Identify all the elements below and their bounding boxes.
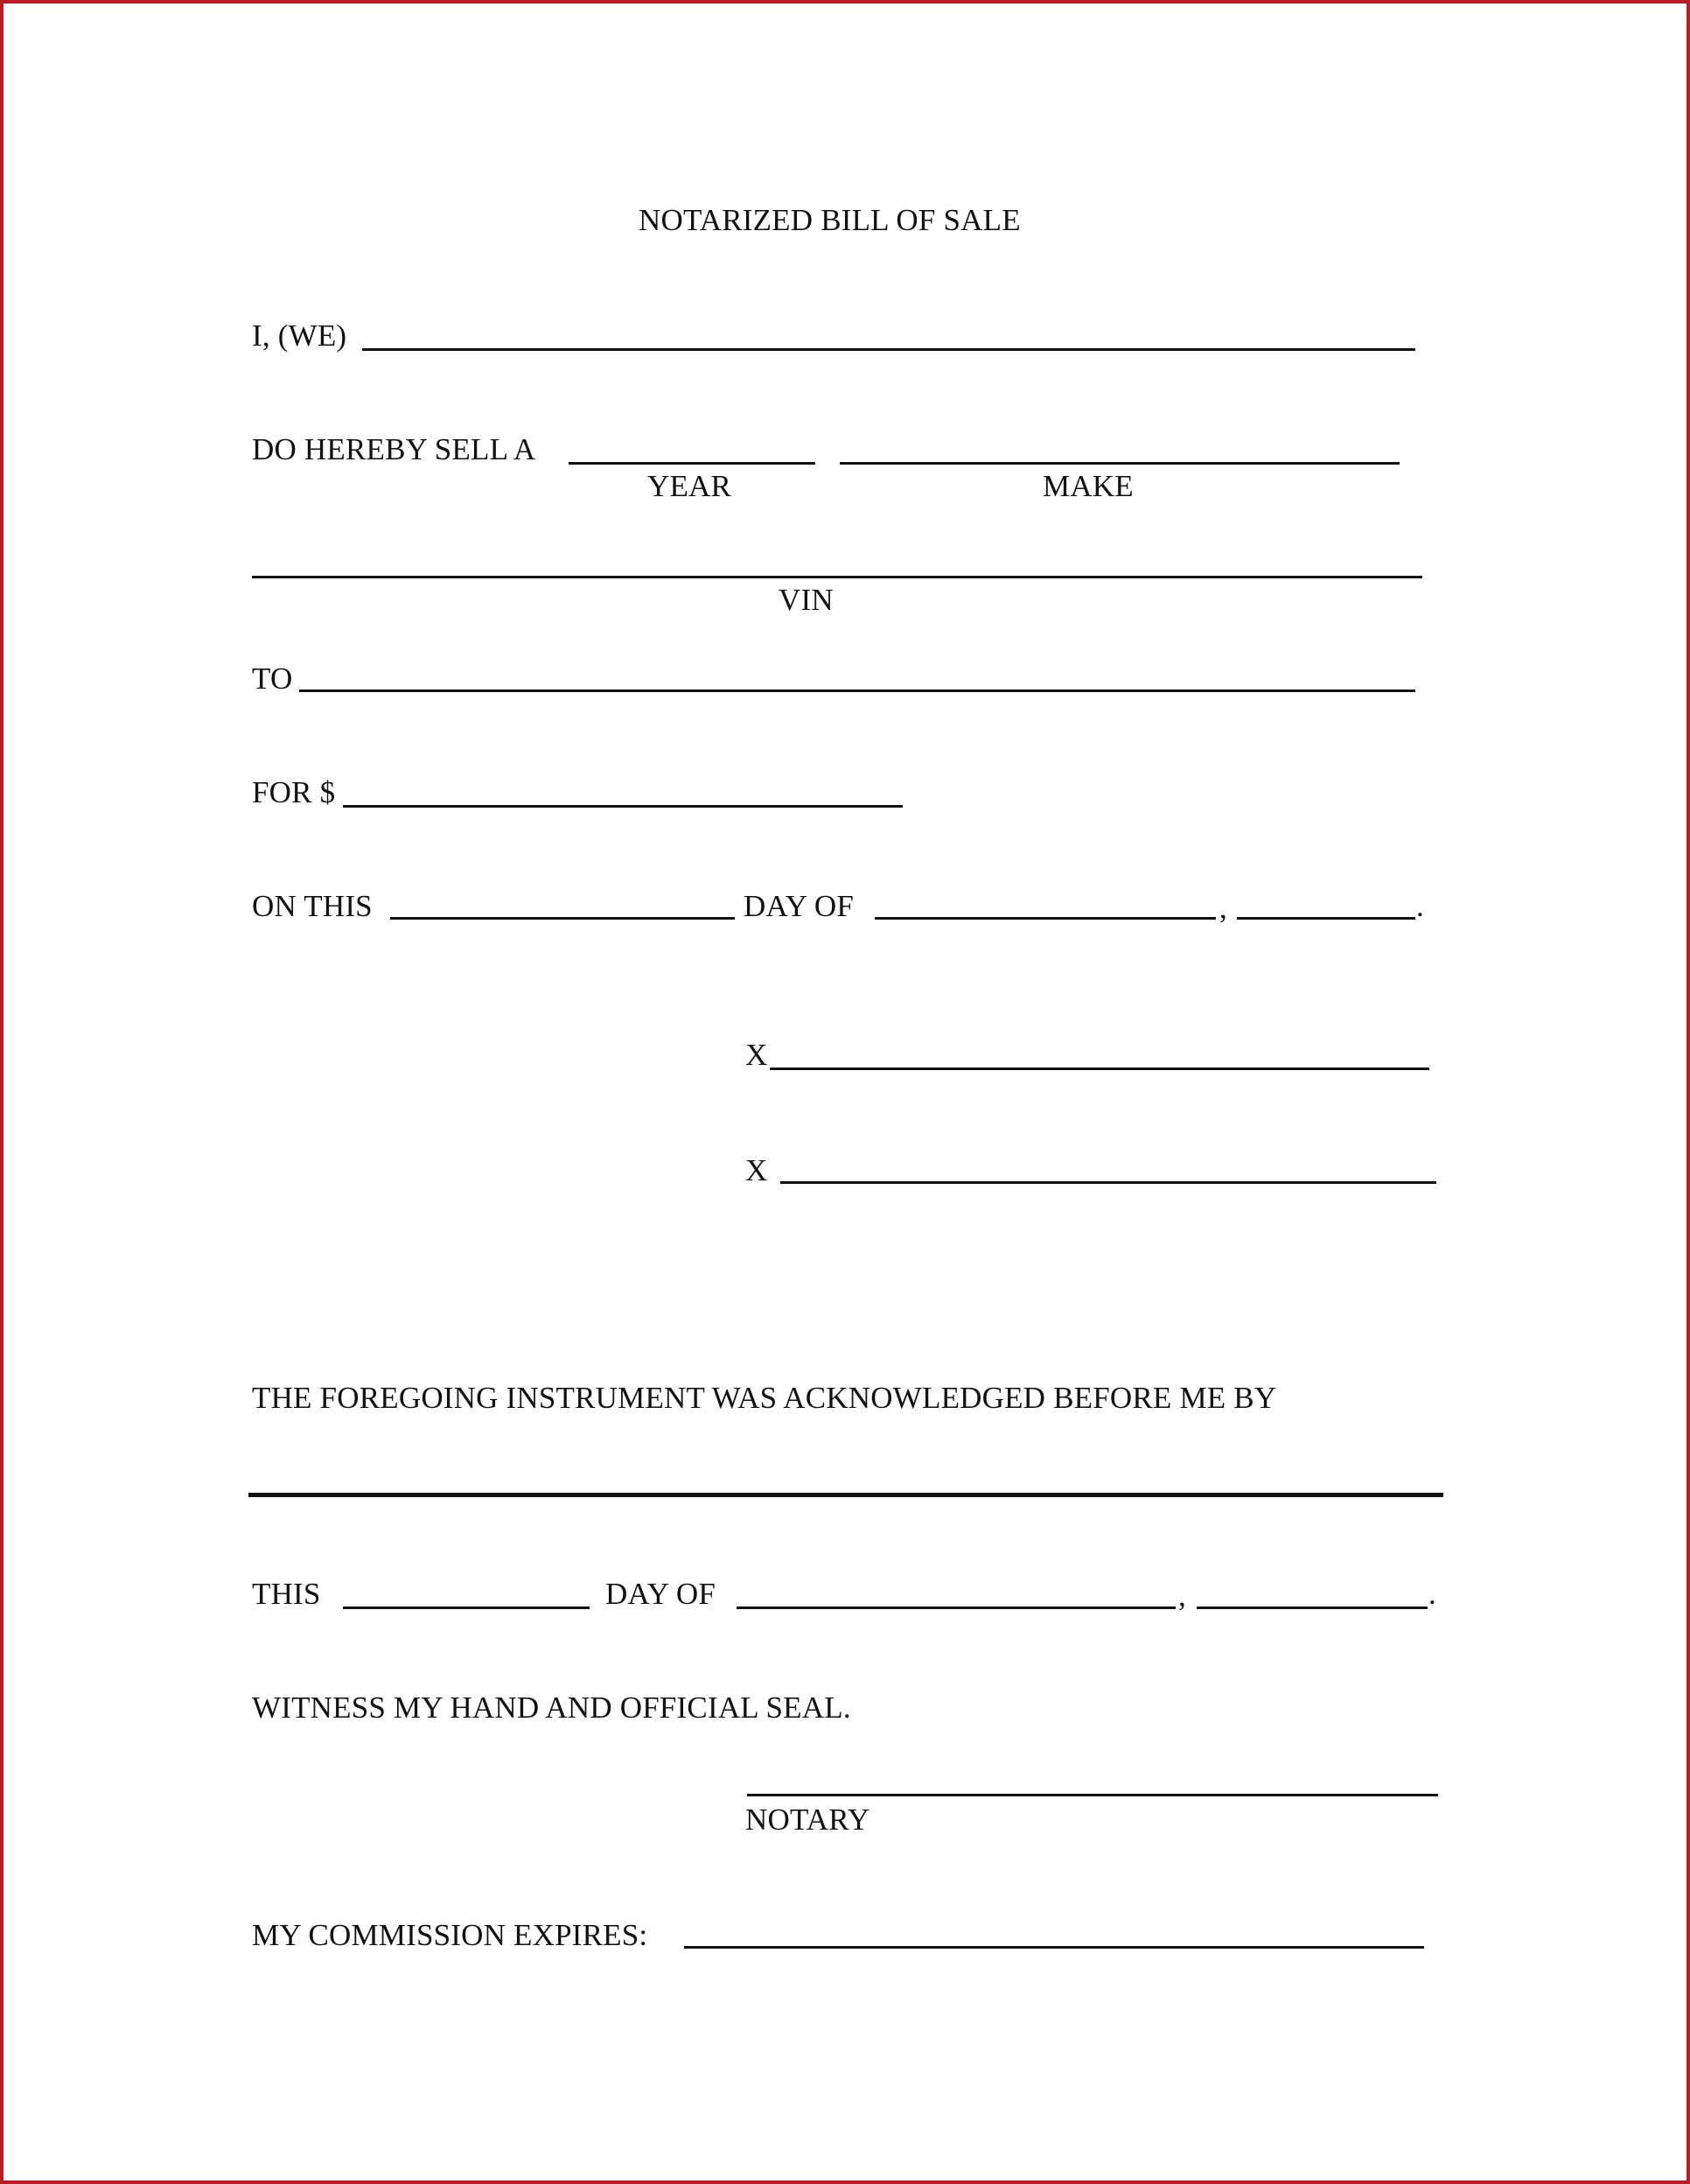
price-label: FOR $: [252, 775, 336, 809]
signature-mark-2: X: [745, 1153, 768, 1187]
this-label: THIS: [252, 1577, 321, 1611]
make-field[interactable]: [840, 462, 1400, 465]
acknowledged-by-field[interactable]: [248, 1493, 1443, 1497]
document-title: NOTARIZED BILL OF SALE: [639, 203, 1021, 237]
on-this-label: ON THIS: [252, 889, 373, 923]
notary-date-period: .: [1428, 1577, 1436, 1611]
notary-date-comma: ,: [1178, 1578, 1186, 1613]
notary-signature-field[interactable]: [747, 1794, 1438, 1796]
witness-text: WITNESS MY HAND AND OFFICIAL SEAL.: [252, 1690, 851, 1725]
vin-caption: VIN: [779, 583, 834, 617]
seller-signature-field-1[interactable]: [770, 1068, 1429, 1070]
year-field[interactable]: [569, 462, 815, 465]
buyer-name-field[interactable]: [299, 690, 1415, 692]
price-field[interactable]: [343, 805, 903, 808]
commission-expiry-field[interactable]: [684, 1946, 1424, 1949]
day-of-label: DAY OF: [744, 889, 855, 923]
notary-month-field[interactable]: [737, 1606, 1176, 1609]
notary-caption: NOTARY: [745, 1802, 870, 1837]
acknowledgement-text: THE FOREGOING INSTRUMENT WAS ACKNOWLEDGED BEFORE ME BY: [252, 1381, 1277, 1415]
commission-label: MY COMMISSION EXPIRES:: [252, 1918, 648, 1952]
notary-day-of-label: DAY OF: [605, 1577, 716, 1611]
vin-field[interactable]: [252, 576, 1422, 578]
buyer-label: TO: [252, 662, 293, 696]
sale-date-comma: ,: [1219, 891, 1227, 925]
notary-year-field[interactable]: [1197, 1606, 1428, 1609]
sell-label: DO HEREBY SELL A: [252, 432, 536, 466]
year-caption: YEAR: [647, 469, 732, 503]
sale-date-period: .: [1416, 889, 1424, 923]
notary-day-field[interactable]: [343, 1606, 590, 1609]
sale-year-field[interactable]: [1237, 917, 1415, 920]
seller-name-field[interactable]: [362, 348, 1415, 351]
seller-signature-field-2[interactable]: [780, 1181, 1436, 1184]
signature-mark-1: X: [745, 1038, 768, 1072]
sale-month-field[interactable]: [875, 917, 1216, 920]
make-caption: MAKE: [1043, 469, 1134, 503]
seller-label: I, (WE): [252, 318, 347, 353]
sale-day-field[interactable]: [390, 917, 735, 920]
